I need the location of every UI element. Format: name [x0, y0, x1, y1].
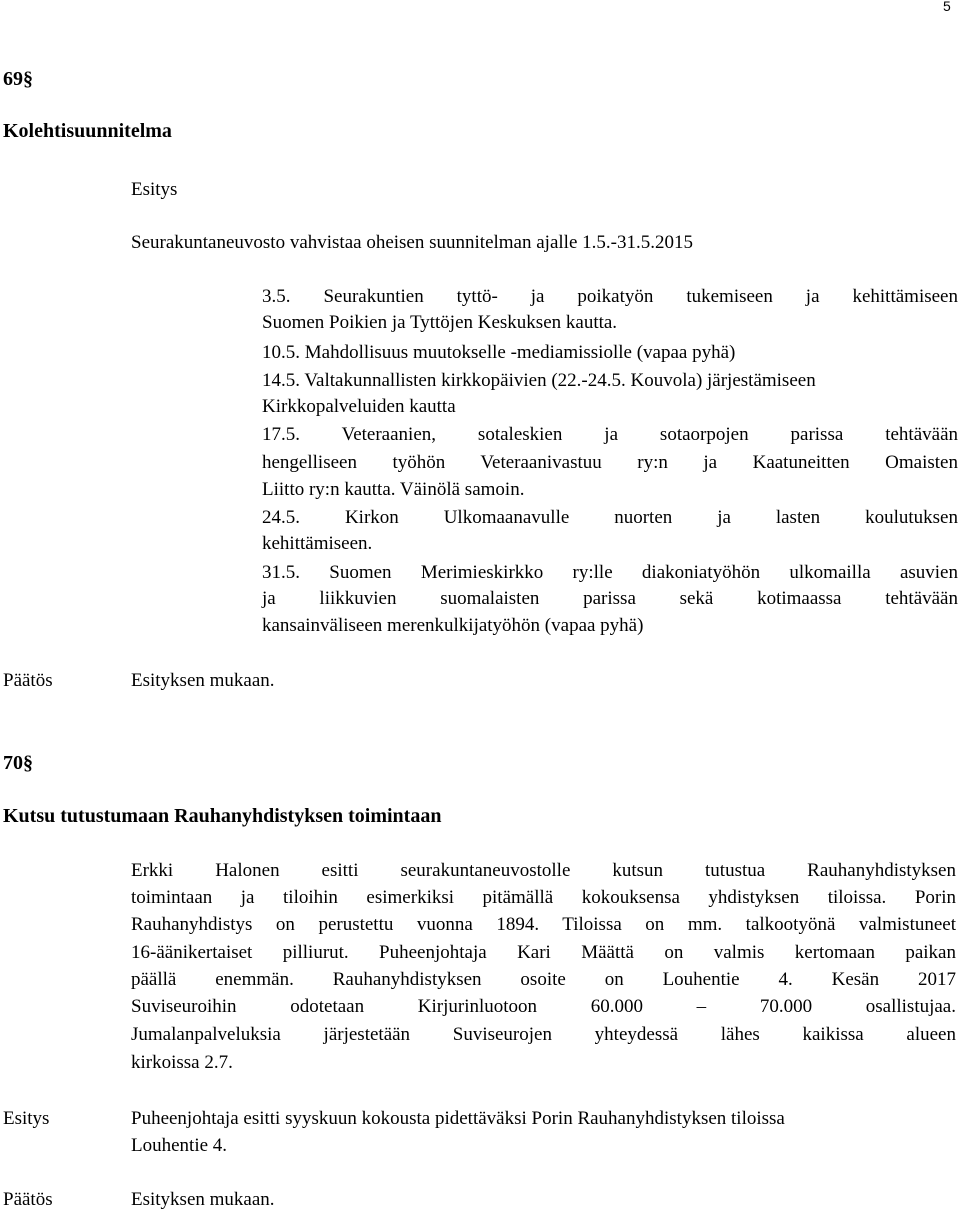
- section-70-esitys-label: Esitys: [3, 1108, 50, 1129]
- body-line: Suviseuroihin odotetaan Kirjurinluotoon 60.000 – 70.000 osallistujaa.: [131, 996, 956, 1017]
- section-69-paatos-text: Esityksen mukaan.: [131, 670, 275, 691]
- plan-line: 24.5. Kirkon Ulkomaanavulle nuorten ja lasten koulutuksen: [262, 507, 958, 528]
- section-70-esitys-line: Louhentie 4.: [131, 1135, 228, 1156]
- section-70-esitys-line: Puheenjohtaja esitti syyskuun kokousta pidettäväksi Porin Rauhanyhdistyksen tiloissa: [131, 1108, 785, 1129]
- plan-line: 14.5. Valtakunnallisten kirkkopäivien (22.-24.5. Kouvola) järjestämiseen: [262, 370, 816, 391]
- section-70-title: Kutsu tutustumaan Rauhanyhdistyksen toimintaan: [3, 805, 442, 827]
- body-line: 16-äänikertaiset pilliurut. Puheenjohtaja Kari Määttä on valmis kertomaan paikan: [131, 942, 956, 963]
- page-number: 5: [943, 0, 951, 14]
- section-69-esitys-label: Esitys: [131, 179, 178, 200]
- section-69-paatos-label: Päätös: [3, 670, 53, 691]
- plan-line: 17.5. Veteraanien, sotaleskien ja sotaorpojen parissa tehtävään: [262, 424, 958, 445]
- body-line: toimintaan ja tiloihin esimerkiksi pitämällä kokouksensa yhdistyksen tiloissa. Porin: [131, 887, 956, 908]
- plan-line: Kirkkopalveluiden kautta: [262, 396, 456, 417]
- plan-line: 3.5. Seurakuntien tyttö- ja poikatyön tukemiseen ja kehittämiseen: [262, 286, 958, 307]
- plan-line: kansainväliseen merenkulkijatyöhön (vapaa pyhä): [262, 615, 644, 636]
- plan-line: 31.5. Suomen Merimieskirkko ry:lle diakoniatyöhön ulkomailla asuvien: [262, 562, 958, 583]
- plan-line: 10.5. Mahdollisuus muutokselle -mediamissiolle (vapaa pyhä): [262, 342, 736, 363]
- body-line: kirkoissa 2.7.: [131, 1052, 233, 1073]
- section-69-title: Kolehtisuunnitelma: [3, 120, 172, 142]
- plan-line: hengelliseen työhön Veteraanivastuu ry:n ja Kaatuneitten Omaisten: [262, 452, 958, 473]
- section-70-number: 70§: [3, 752, 33, 774]
- section-69-number: 69§: [3, 68, 33, 90]
- body-line: Jumalanpalveluksia järjestetään Suviseurojen yhteydessä lähes kaikissa alueen: [131, 1024, 956, 1045]
- plan-line: Suomen Poikien ja Tyttöjen Keskuksen kautta.: [262, 312, 618, 333]
- body-line: Erkki Halonen esitti seurakuntaneuvostolle kutsun tutustua Rauhanyhdistyksen: [131, 860, 956, 881]
- section-70-paatos-label: Päätös: [3, 1189, 53, 1210]
- body-line: päällä enemmän. Rauhanyhdistyksen osoite on Louhentie 4. Kesän 2017: [131, 969, 956, 990]
- plan-line: Liitto ry:n kautta. Väinölä samoin.: [262, 479, 525, 500]
- section-70-paatos-text: Esityksen mukaan.: [131, 1189, 275, 1210]
- body-line: Rauhanyhdistys on perustettu vuonna 1894. Tiloissa on mm. talkootyönä valmistuneet: [131, 914, 956, 935]
- plan-line: ja liikkuvien suomalaisten parissa sekä kotimaassa tehtävään: [262, 588, 958, 609]
- plan-line: kehittämiseen.: [262, 533, 373, 554]
- section-69-intro: Seurakuntaneuvosto vahvistaa oheisen suunnitelman ajalle 1.5.-31.5.2015: [131, 232, 693, 253]
